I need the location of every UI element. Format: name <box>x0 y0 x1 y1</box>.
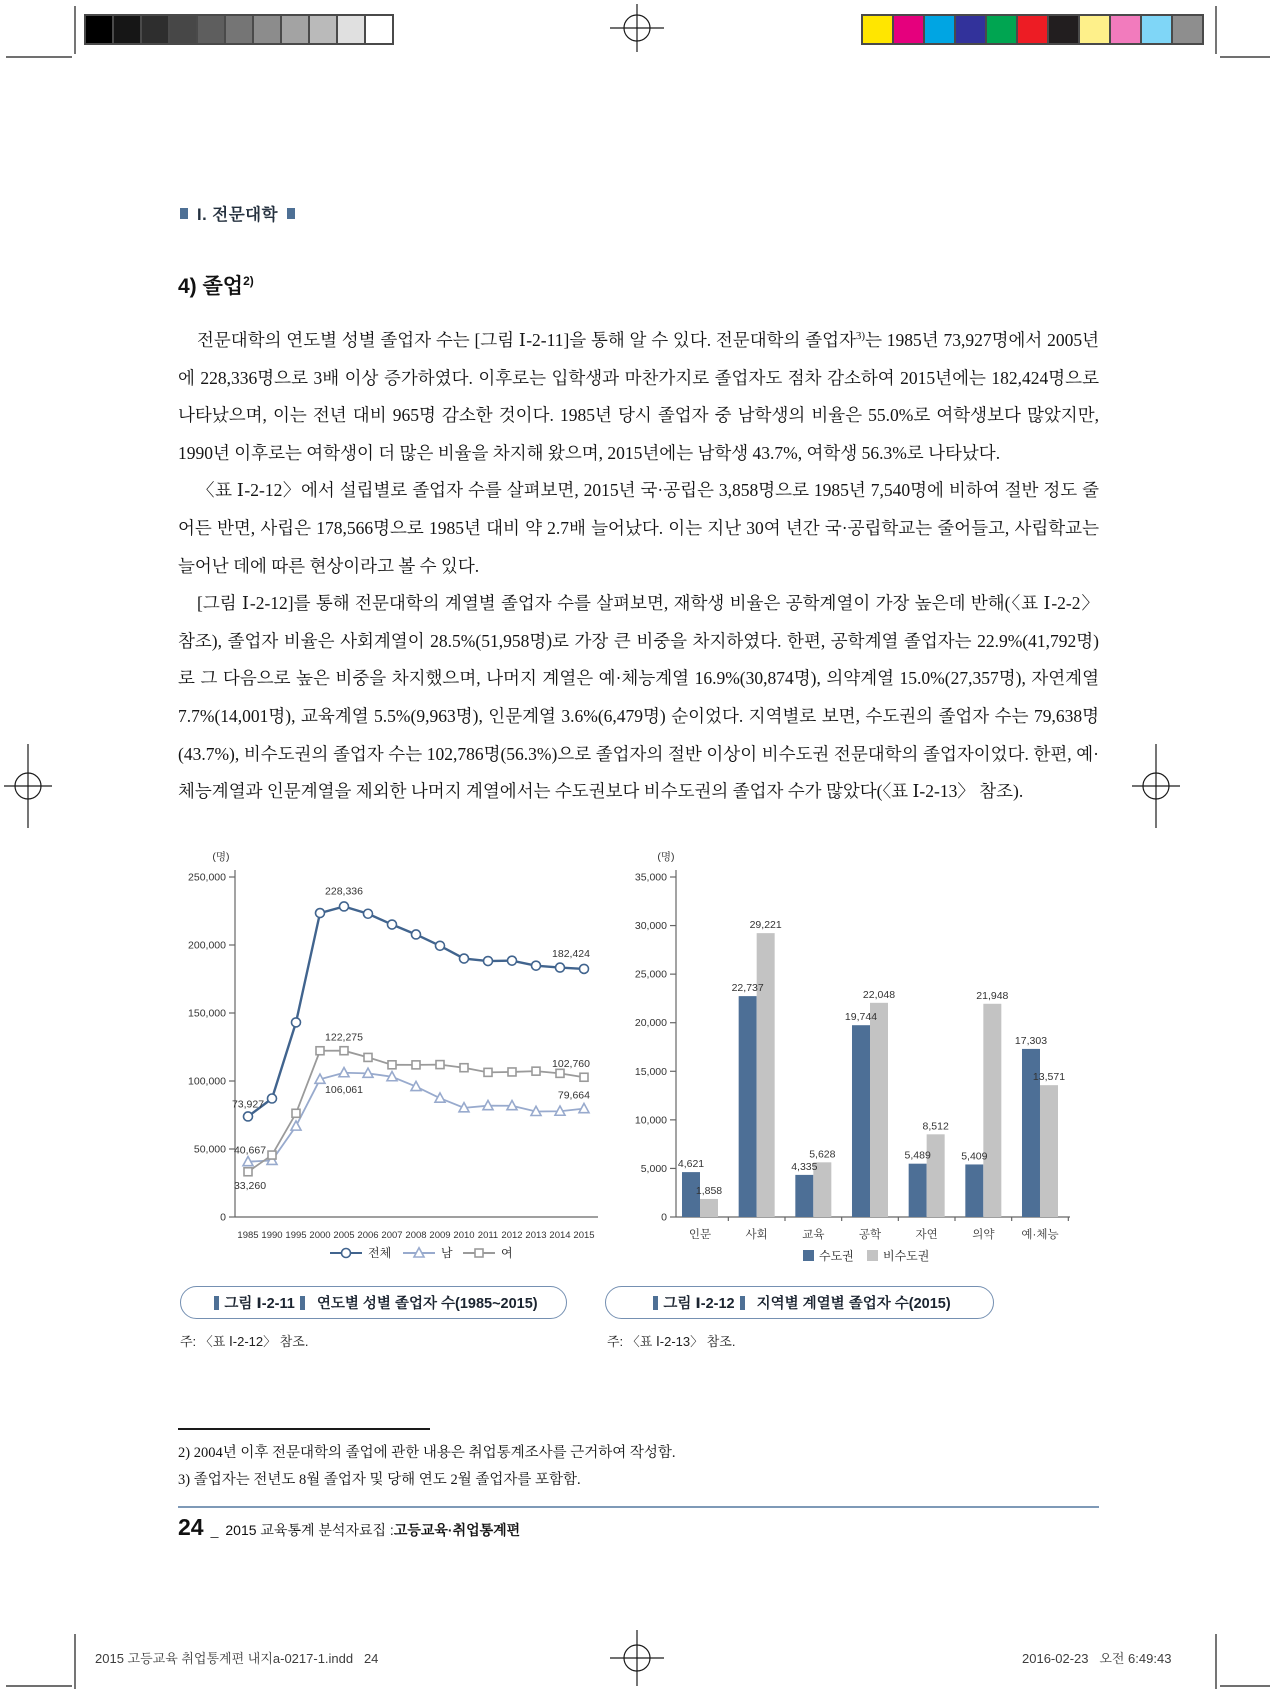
svg-text:22,737: 22,737 <box>731 982 764 995</box>
svg-text:남: 남 <box>441 1246 453 1260</box>
svg-text:2015: 2015 <box>573 1230 595 1241</box>
svg-text:182,424: 182,424 <box>552 947 590 960</box>
figure-title: 연도별 성별 졸업자 수(1985~2015) <box>316 1296 538 1312</box>
grayscale-calibration-bar <box>84 14 394 45</box>
svg-text:비수도권: 비수도권 <box>883 1249 930 1263</box>
caption-bar-icon <box>653 1296 658 1310</box>
grayscale-swatch <box>280 16 308 43</box>
header-square-icon <box>180 208 188 219</box>
paragraph-1-text: 는 1985년 73,927명에서 2005년에 228,336명으로 3배 이상 증가하였다. 이후로는 입학생과 마찬가지로 졸업자도 점차 감소하여 2015년에는 182,424명으로 나타났으며, 이는 전년 대비 965명 감소한 것이다. 1985년 당시 졸업자 중 남학생의 비율은 55.0%로 여학생보다 많았지만, 1990년 이후로는 여학생이 더 많은 비율을 차지해 왔으며, 2015년에는 남학생 43.7%, 여학생 56.3%로 나타났다. <box>178 330 1099 463</box>
print-file-info: 2015 고등교육 취업통계편 내지a-0217-1.indd 24 <box>95 1651 379 1666</box>
footnote-divider <box>178 1428 430 1430</box>
figure-note: 주: 〈표 Ⅰ-2-13〉 참조. <box>607 1334 736 1349</box>
paragraph-1-text: 전문대학의 연도별 성별 졸업자 수는 [그림 Ⅰ-2-11]을 통해 알 수 있다. 전문대학의 졸업자 <box>197 330 856 350</box>
grayscale-swatch <box>196 16 224 43</box>
svg-text:150,000: 150,000 <box>188 1007 226 1020</box>
figure-note: 주: 〈표 Ⅰ-2-12〉 참조. <box>180 1334 309 1349</box>
svg-text:교육: 교육 <box>802 1229 825 1241</box>
svg-text:4,335: 4,335 <box>791 1160 818 1173</box>
body-text <box>178 322 1099 811</box>
grayscale-swatch <box>112 16 140 43</box>
svg-text:0: 0 <box>661 1211 667 1224</box>
caption-bar-icon <box>300 1296 305 1310</box>
registration-mark-top <box>610 4 664 52</box>
svg-text:228,336: 228,336 <box>325 885 363 898</box>
trim-mark-top-left <box>6 6 75 57</box>
svg-text:2009: 2009 <box>429 1230 451 1241</box>
svg-text:2010: 2010 <box>453 1230 475 1241</box>
svg-text:40,667: 40,667 <box>233 1144 267 1157</box>
paragraph-3: [그림 Ⅰ-2-12]를 통해 전문대학의 계열별 졸업자 수를 살펴보면, 재학생 비율은 공학계열이 가장 높은데 반해(〈표 Ⅰ-2-2〉 참조), 졸업자 비율은 사회계열이 28.5%(51,958명)로 가장 큰 비중을 차지하였다. 한편, 공학계열 졸업자는 22.9%(41,792명)로 그 다음으로 높은 비중을 차지했으며, 나머지 계열은 예·체능계열 16.9%(30,874명), 의약계열 15.0%(27,357명), 자연계열 7.7%(14,001명), 교육계열 5.5%(9,963명), 인문계열 3.6%(6,479명) 순이었다. 지역별로 보면, 수도권의 졸업자 수는 79,638명(43.7%), 비수도권의 졸업자 수는 102,786명(56.3%)으로 졸업자의 절반 이상이 비수도권 전문대학의 졸업자이었다. 한편, 예·체능계열과 인문계열을 제외한 나머지 계열에서는 수도권보다 비수도권의 졸업자 수가 많았다(〈표 Ⅰ-2-13〉 참조). <box>178 593 1099 802</box>
grayscale-swatch <box>252 16 280 43</box>
svg-text:2014: 2014 <box>549 1230 571 1241</box>
book-series-title: 2015 교육통계 분석자료집 : <box>225 1522 394 1538</box>
paragraph-1 <box>178 322 1099 472</box>
page-number: 24 <box>178 1514 204 1540</box>
caption-bar-icon <box>214 1296 219 1310</box>
footnotes <box>178 1440 676 1494</box>
color-swatch <box>923 16 954 43</box>
svg-text:의약: 의약 <box>972 1229 995 1241</box>
svg-text:21,948: 21,948 <box>976 989 1009 1002</box>
page-footer <box>178 1514 520 1541</box>
color-swatch <box>1078 16 1109 43</box>
trim-mark-bottom-right <box>1216 1634 1270 1689</box>
bar-chart <box>605 840 1100 1270</box>
svg-text:35,000: 35,000 <box>634 871 667 884</box>
svg-text:8,512: 8,512 <box>922 1120 949 1133</box>
svg-text:102,760: 102,760 <box>552 1058 590 1071</box>
svg-text:1985: 1985 <box>237 1230 259 1241</box>
registration-mark-right <box>1132 744 1180 828</box>
registration-mark-left <box>4 744 52 828</box>
color-swatch <box>1109 16 1140 43</box>
svg-text:여: 여 <box>501 1246 513 1260</box>
svg-text:2006: 2006 <box>357 1230 379 1241</box>
svg-text:250,000: 250,000 <box>188 871 226 884</box>
trim-mark-bottom-left <box>6 1634 75 1689</box>
svg-text:예·체능: 예·체능 <box>1021 1229 1059 1241</box>
svg-text:4,621: 4,621 <box>677 1158 705 1171</box>
trim-mark-top-right <box>1216 6 1270 57</box>
svg-text:2007: 2007 <box>381 1230 403 1241</box>
color-swatch <box>863 16 892 43</box>
figure-line-chart <box>178 840 603 1350</box>
figure-title: 지역별 계열별 졸업자 수(2015) <box>756 1296 951 1312</box>
chapter-title: I. 전문대학 <box>197 206 279 224</box>
svg-text:자연: 자연 <box>915 1229 938 1241</box>
color-swatch <box>954 16 985 43</box>
color-swatch <box>1171 16 1202 43</box>
svg-text:사회: 사회 <box>745 1229 768 1241</box>
svg-text:0: 0 <box>220 1211 226 1224</box>
color-swatch <box>1016 16 1047 43</box>
color-swatch <box>985 16 1016 43</box>
svg-text:(명): (명) <box>657 851 675 863</box>
svg-text:1995: 1995 <box>285 1230 307 1241</box>
grayscale-swatch <box>224 16 252 43</box>
svg-text:1,858: 1,858 <box>695 1184 723 1197</box>
svg-text:(명): (명) <box>212 851 230 863</box>
svg-text:30,000: 30,000 <box>634 920 667 933</box>
svg-text:인문: 인문 <box>688 1229 712 1241</box>
svg-text:2008: 2008 <box>405 1230 427 1241</box>
svg-text:17,303: 17,303 <box>1014 1034 1048 1047</box>
grayscale-swatch <box>168 16 196 43</box>
svg-text:2011: 2011 <box>477 1230 499 1241</box>
footnote-2: 2) 2004년 이후 전문대학의 졸업에 관한 내용은 취업통계조사를 근거하여 작성함. <box>178 1445 676 1461</box>
svg-text:5,489: 5,489 <box>904 1149 931 1162</box>
color-swatch <box>1140 16 1171 43</box>
grayscale-swatch <box>364 16 392 43</box>
footer-separator: _ <box>210 1522 219 1538</box>
grayscale-swatch <box>308 16 336 43</box>
svg-text:5,409: 5,409 <box>961 1150 988 1163</box>
footnote-ref-3: 3) <box>855 330 866 343</box>
chapter-header <box>180 201 295 225</box>
svg-text:29,221: 29,221 <box>749 919 782 932</box>
figure-bar-chart <box>605 840 1100 1350</box>
svg-text:20,000: 20,000 <box>634 1017 667 1030</box>
grayscale-swatch <box>336 16 364 43</box>
svg-text:13,571: 13,571 <box>1032 1071 1066 1084</box>
figure-caption-box <box>180 1286 567 1319</box>
svg-text:33,260: 33,260 <box>233 1179 267 1192</box>
book-volume-title: 고등교육·취업통계편 <box>393 1522 521 1538</box>
grayscale-swatch <box>86 16 112 43</box>
color-swatch <box>892 16 923 43</box>
svg-text:5,628: 5,628 <box>809 1148 836 1161</box>
svg-text:2005: 2005 <box>333 1230 355 1241</box>
svg-text:79,664: 79,664 <box>557 1089 590 1102</box>
svg-text:전체: 전체 <box>368 1246 392 1260</box>
svg-text:10,000: 10,000 <box>634 1114 667 1127</box>
svg-text:100,000: 100,000 <box>188 1075 226 1088</box>
grayscale-swatch <box>140 16 168 43</box>
figure-label: 그림 Ⅰ-2-11 <box>224 1296 295 1312</box>
section-title-text: 4) 졸업 <box>178 275 244 298</box>
caption-bar-icon <box>740 1296 745 1310</box>
svg-text:25,000: 25,000 <box>634 968 667 981</box>
registration-mark-bottom <box>610 1630 664 1686</box>
svg-text:106,061: 106,061 <box>325 1083 363 1096</box>
svg-text:73,927: 73,927 <box>231 1098 265 1111</box>
color-calibration-bar <box>861 14 1204 45</box>
svg-text:122,275: 122,275 <box>325 1031 363 1044</box>
color-swatch <box>1047 16 1078 43</box>
svg-text:2013: 2013 <box>525 1230 547 1241</box>
svg-text:1990: 1990 <box>261 1230 283 1241</box>
section-title <box>178 270 254 300</box>
svg-text:200,000: 200,000 <box>188 939 226 952</box>
figure-label: 그림 Ⅰ-2-12 <box>663 1296 735 1312</box>
svg-text:5,000: 5,000 <box>640 1162 667 1175</box>
svg-text:15,000: 15,000 <box>634 1065 667 1078</box>
svg-text:50,000: 50,000 <box>193 1143 226 1156</box>
print-timestamp: 2016-02-23 오전 6:49:43 <box>1022 1651 1172 1666</box>
section-title-footnote-ref: 2) <box>243 274 254 288</box>
footer-divider <box>178 1506 1099 1508</box>
svg-text:2000: 2000 <box>309 1230 331 1241</box>
svg-text:19,744: 19,744 <box>844 1011 878 1024</box>
line-chart <box>178 840 603 1270</box>
paragraph-2: 〈표 Ⅰ-2-12〉에서 설립별로 졸업자 수를 살펴보면, 2015년 국·공립은 3,858명으로 1985년 7,540명에 비하여 절반 정도 줄어든 반면, 사립은 178,566명으로 1985년 대비 약 2.7배 늘어났다. 이는 지난 30여 년간 국·공립학교는 줄어들고, 사립학교는 늘어난 데에 따른 현상이라고 볼 수 있다. <box>178 480 1099 576</box>
footnote-3: 3) 졸업자는 전년도 8월 졸업자 및 당해 연도 2월 졸업자를 포함함. <box>178 1472 581 1488</box>
figure-caption-box <box>605 1286 994 1319</box>
svg-text:22,048: 22,048 <box>862 988 896 1001</box>
svg-text:공학: 공학 <box>858 1229 882 1241</box>
header-square-icon <box>287 208 295 219</box>
svg-text:2012: 2012 <box>501 1230 523 1241</box>
svg-text:수도권: 수도권 <box>819 1249 854 1263</box>
